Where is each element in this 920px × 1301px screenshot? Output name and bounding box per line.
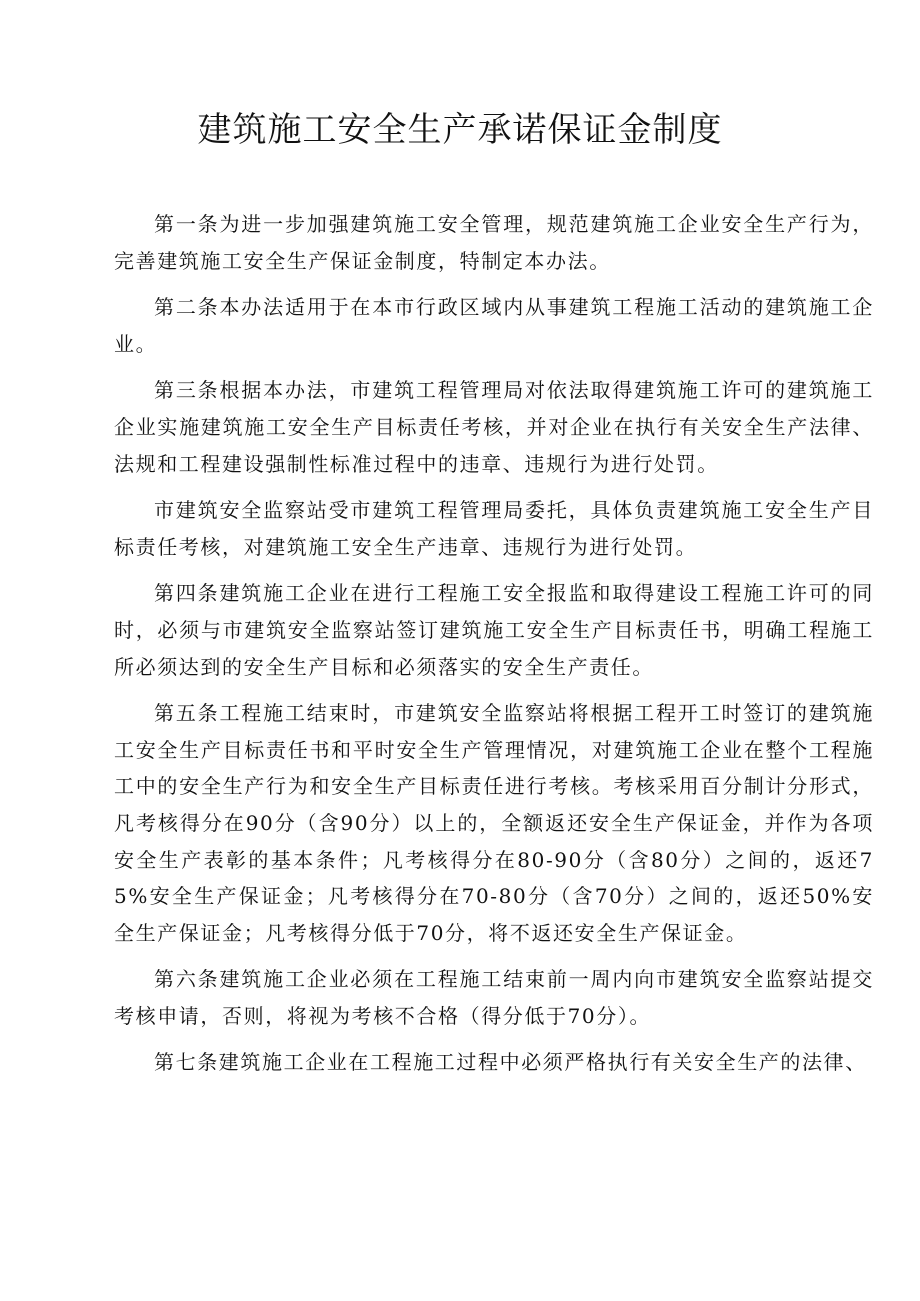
document-body xyxy=(114,206,874,1081)
paragraph-article-3: 第三条根据本办法，市建筑工程管理局对依法取得建筑施工许可的建筑施工企业实施建筑施工安全生产目标责任考核，并对企业在执行有关安全生产法律、法规和工程建设强制性标准过程中的违章、违规行为进行处罚。 xyxy=(114,378,874,476)
paragraph-article-6: 第六条建筑施工企业必须在工程施工结束前一周内向市建筑安全监察站提交考核申请，否则，将视为考核不合格（得分低于70分）。 xyxy=(114,967,874,1028)
paragraph-article-1: 第一条为进一步加强建筑施工安全管理，规范建筑施工企业安全生产行为，完善建筑施工安全生产保证金制度，特制定本办法。 xyxy=(114,212,874,273)
document-title: 建筑施工安全生产承诺保证金制度 xyxy=(197,110,723,150)
paragraph-article-5: 第五条工程施工结束时，市建筑安全监察站将根据工程开工时签订的建筑施工安全生产目标责任书和平时安全生产管理情况，对建筑施工企业在整个工程施工中的安全生产行为和安全生产目标责任进行考核。考核采用百分制计分形式，凡考核得分在90分（含90分）以上的，全额返还安全生产保证金，并作为各项安全生产表彰的基本条件；凡考核得分在80-90分（含80分）之间的，返还75%安全生产保证金；凡考核得分在70-80分（含70分）之间的，返还50%安全生产保证金；凡考核得分低于70分，将不返还安全生产保证金。 xyxy=(114,701,874,945)
paragraph-article-3-supplement: 市建筑安全监察站受市建筑工程管理局委托，具体负责建筑施工安全生产目标责任考核，对建筑施工安全生产违章、违规行为进行处罚。 xyxy=(114,498,874,559)
paragraph-article-4: 第四条建筑施工企业在进行工程施工安全报监和取得建设工程施工许可的同时，必须与市建筑安全监察站签订建筑施工安全生产目标责任书，明确工程施工所必须达到的安全生产目标和必须落实的安全生产责任。 xyxy=(114,581,874,679)
paragraph-article-7: 第七条建筑施工企业在工程施工过程中必须严格执行有关安全生产的法律、 xyxy=(154,1050,867,1075)
paragraph-article-2: 第二条本办法适用于在本市行政区域内从事建筑工程施工活动的建筑施工企业。 xyxy=(114,295,874,356)
